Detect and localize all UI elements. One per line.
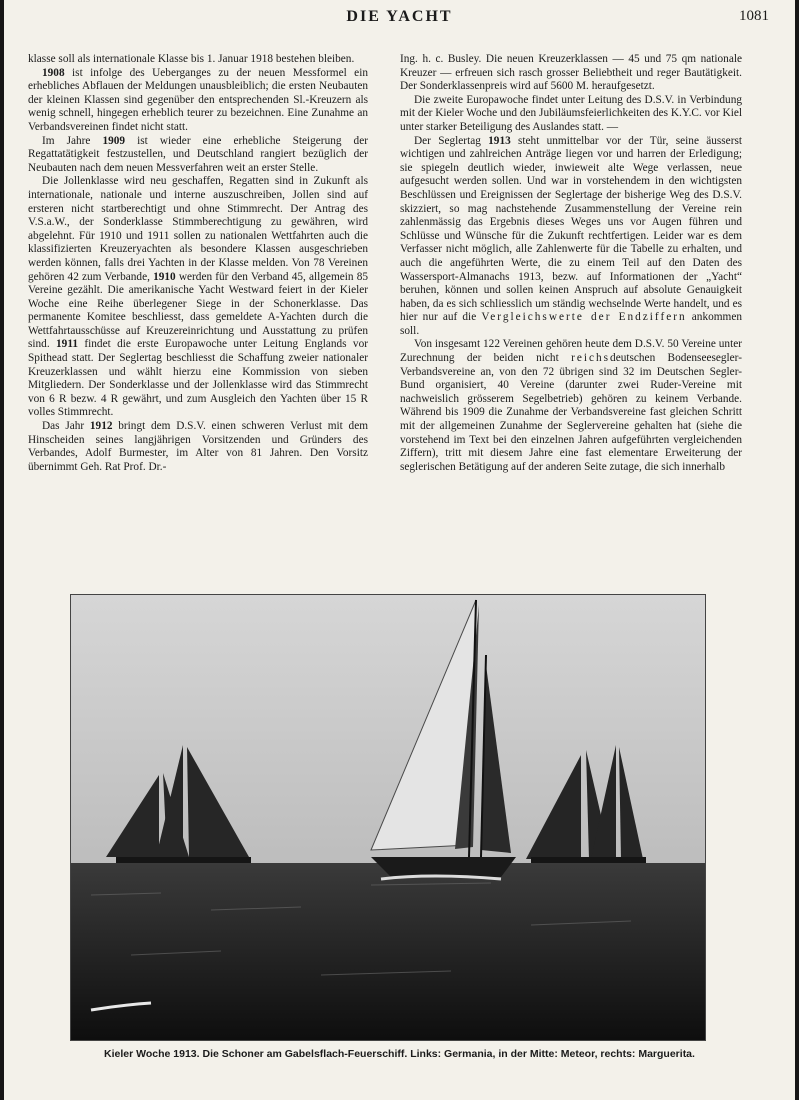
paragraph: Ing. h. c. Busley. Die neuen Kreuzerklassen — 45 und 75 qm nationale Kreuzer — erfreuen sich rasch grosser Beliebtheit und reger Bautätigkeit. Der Sonderklassenpreis wird auf 5600 M. heraufgesetzt. (400, 53, 742, 93)
year-1908: 1908 (42, 66, 65, 79)
paragraph: Das Jahr 1912 bringt dem D.S.V. einen schweren Verlust mit dem Hinscheiden seines langjährigen Vorsitzenden und Gründers des Verbandes, Adolf Burmester, im Alter von 81 Jahren. Den Vorsitz übernimmt Geh. Rat Prof. Dr.- (28, 420, 369, 473)
year-1911: 1911 (56, 338, 79, 351)
text-column-right (400, 53, 742, 474)
sea (71, 863, 705, 1040)
running-header-title: DIE YACHT (346, 8, 453, 25)
year-1910: 1910 (153, 270, 176, 283)
page-number: 1081 (739, 8, 769, 24)
year-1912: 1912 (89, 420, 113, 433)
paragraph: Im Jahre 1909 ist wieder eine erhebliche Steigerung der Regattatätigkeit festzustellen, und Deutschland rangiert bezüglich der Neubauten nach dem neuen Messverfahren weit an erster Stelle. (28, 134, 368, 174)
text-column-left (28, 53, 368, 474)
paragraph: Von insgesamt 122 Vereinen gehören heute dem D.S.V. 50 Vereine unter Zurechnung der beiden nicht reichsdeutschen Bodenseesegler-Verbandsvereine an, von den 72 übrigen sind 32 im Deutschen Segler-Bund organisiert, 40 Vereine (darunter zwei Ruder-Vereine mit nachweislich grösserem Segelbetrieb) gehören zu keinem Verbande. Während bis 1909 die Zunahme der Verbandsvereine fast gleichen Schritt mit der allgemeinen Zunahme der Seglervereine gehalten hat (siehe die vorstehend im Text bei den einzelnen Jahren aufgeführten vergleichenden Ziffern), tritt mit diesem Jahre eine fast elementare Erweiterung der seglerischen Betätigung auf der anderen Seite zutage, die sich innerhalb (400, 338, 742, 473)
year-1909: 1909 (102, 134, 126, 147)
paragraph: 1908 ist infolge des Ueberganges zu der neuen Messformel ein erhebliches Abflauen der Meldungen unausbleiblich; die ersten Neubauten der kleinen Klassen sind gegenüber den entsprechenden Sl.-Kreuzern als wenig schnell, hingegen erheblich teurer zu bezeichnen. Eine Zunahme an Verbandsvereinen findet nicht statt. (28, 66, 368, 133)
figure-caption: Kieler Woche 1913. Die Schoner am Gabelsflach-Feuerschiff. Links: Germania, in der Mitte: Meteor, rechts: Marguerita. (104, 1048, 695, 1060)
schooner-photograph (70, 594, 706, 1041)
year-1913: 1913 (488, 134, 511, 147)
spaced-emphasis: reichs (571, 352, 611, 365)
paragraph: Die zweite Europawoche findet unter Leitung des D.S.V. in Verbindung mit der Kieler Woche und den Jubiläumsfeierlichkeiten des K.Y.C. vor Kiel unter starker Beteiligung des Auslandes statt. — (400, 93, 742, 133)
paragraph: Der Seglertag 1913 steht unmittelbar vor der Tür, seine äusserst wichtigen und zahlreichen Anträge liegen vor und harren der Erledigung; sie spiegeln deutlich wieder, inwieweit alte Wege verlassen, neue aufgesucht werden sollen. Und war in vorstehendem in den wichtigsten Beschlüssen und Ereignissen der Seglertage der bisherige Weg des D.S.V. skizziert, so mag nachstehende Zusammenstellung der Vereine rein zahlenmässig das Ergebnis dieses Weges uns vor Augen führen und Schlüsse und Wünsche für die Zukunft rechtfertigen. Leider war es dem Verfasser nicht möglich, alle Zahlenwerte für die Tabelle zu erhalten, und auch die angeführten Werte, die zu einem Teil auf den Daten des Wassersport-Almanachs 1913, bezw. auf Informationen der „Yacht“ beruhen, können und sollen keinen Anspruch auf absolute Genauigkeit haben, da es sich schliesslich um ständig wechselnde Werte handelt, und es hier nur auf die Vergleichswerte der Endziffern ankommen soll. (400, 134, 742, 337)
schooner-photo-illustration (71, 595, 705, 1040)
paragraph: klasse soll als internationale Klasse bis 1. Januar 1918 bestehen bleiben. (28, 53, 355, 65)
spaced-emphasis: Vergleichswerte der Endziffern (481, 311, 687, 324)
page-edge-right (795, 0, 799, 1100)
page-edge-left (0, 0, 4, 1100)
paragraph: Die Jollenklasse wird neu geschaffen, Regatten sind in Zukunft als internationale, nationale und interne auszuschreiben, Jollen sind auf ersteren nicht startberechtigt und ohne Stimmrecht. Der Antrag des V.S.a.W., der Sonderklasse Stimmberechtigung zu gewähren, wird abgelehnt. Für 1910 und 1911 sollen zu nationalen Wettfahrten auch die klassifizierten Kreuzeryachten als besondere Klassen ausgeschrieben werden können, falls drei Yachten in der Klasse melden. Von 78 Vereinen gehören 42 zum Verbande, 1910 werden für den Verband 45, allgemein 85 Vereine gezählt. Die amerikanische Yacht Westward feiert in der Kieler Woche eine Reihe überlegener Siege in der Schonerklasse. Das permanente Komitee beschliesst, dass gemeldete A-Yachten durch die Wettfahrtausschüsse auf Kreuzereinrichtung und Ausstattung zu prüfen sind. 1911 findet die erste Europawoche unter Leitung Englands vor Spithead statt. Der Seglertag beschliesst die Schaffung zweier nationaler Kreuzerklassen und wählt hierzu eine Kommission von sieben Mitgliedern. Der Sonderklasse und der Jollenklasse wird das Stimmrecht von 6 R bezw. 4 R gewährt, und zum Ausgleich den Yachten über 15 R volles Stimmrecht. (28, 175, 368, 419)
